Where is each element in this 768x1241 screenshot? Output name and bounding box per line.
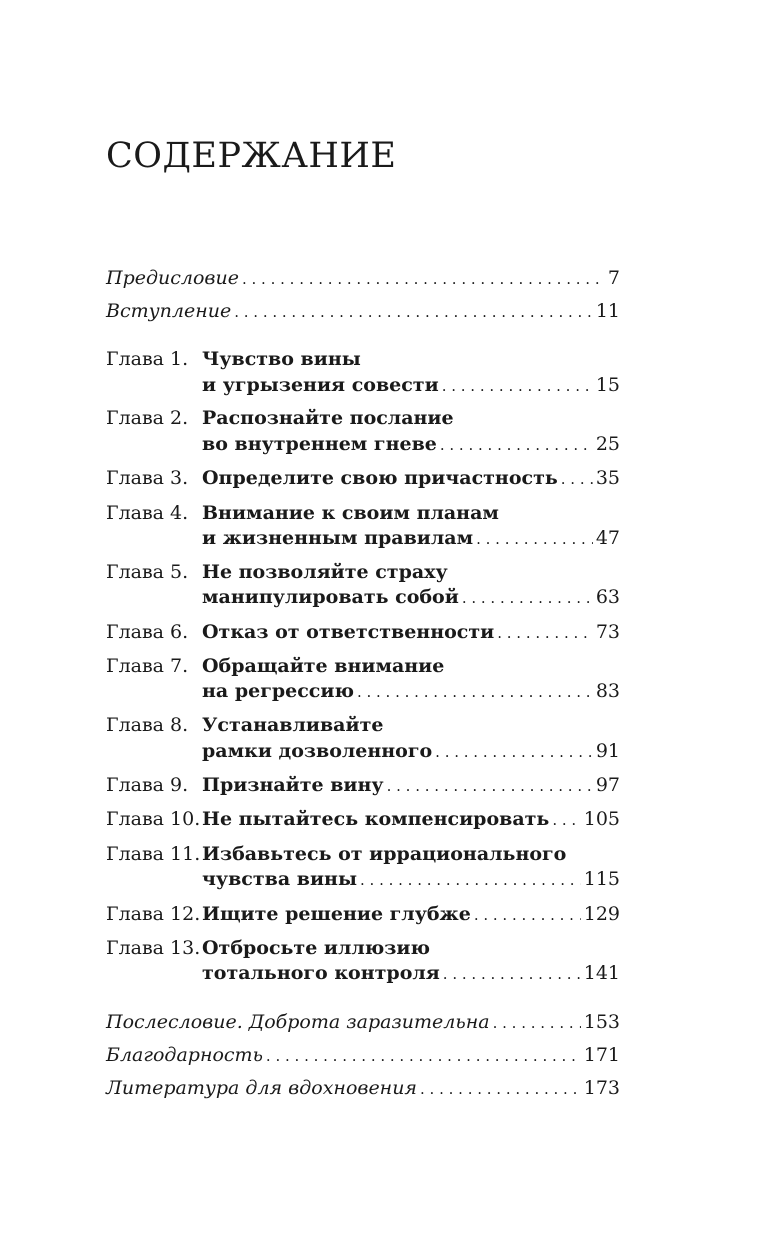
leader-dots [497, 619, 593, 646]
entry-page: 15 [595, 374, 620, 396]
chapter-label: Глава 3. [106, 467, 189, 489]
leader-dots [266, 1042, 581, 1069]
chapter-title-row [202, 738, 620, 764]
entry-page: 105 [583, 808, 620, 830]
toc-entry-afterword[interactable] [106, 1009, 620, 1035]
chapter-title: Ищите решение глубже [202, 903, 471, 925]
entry-page: 97 [595, 774, 620, 796]
chapter-label: Глава 11. [106, 843, 201, 865]
leader-dots [442, 372, 593, 399]
chapter-title-row [202, 431, 620, 457]
leader-dots [552, 806, 580, 833]
chapter-title-row [202, 866, 620, 892]
toc-entry-literature[interactable] [106, 1075, 620, 1101]
leader-dots [360, 866, 581, 893]
chapter-title-row [202, 465, 620, 491]
toc-entry-introduction[interactable] [106, 298, 620, 324]
chapter-title-line1: Распознайте послание [202, 407, 454, 429]
chapter-title-line2: и жизненным правилам [202, 527, 474, 549]
chapter-title-row [202, 901, 620, 927]
chapter-title-row [202, 960, 620, 986]
leader-dots [493, 1009, 581, 1036]
chapter-label: Глава 13. [106, 937, 201, 959]
chapter-label: Глава 10. [106, 808, 201, 830]
chapter-title: Признайте вину [202, 774, 384, 796]
chapter-title-line2: манипулировать собой [202, 586, 459, 608]
chapter-title: Отказ от ответственности [202, 621, 495, 643]
entry-page: 115 [583, 868, 620, 890]
chapter-title-line1: Избавьтесь от иррационального [202, 843, 567, 865]
entry-title: Благодарность [106, 1044, 263, 1066]
entry-page: 91 [595, 740, 620, 762]
leader-dots [234, 298, 593, 325]
entry-page: 63 [595, 586, 620, 608]
chapter-title-line2: рамки дозволенного [202, 740, 433, 762]
entry-page: 153 [583, 1011, 620, 1033]
toc-entry-preface[interactable] [106, 265, 620, 291]
chapter-label: Глава 7. [106, 655, 189, 677]
chapter-title: Не пытайтесь компенсировать [202, 808, 550, 830]
entry-title: Предисловие [106, 267, 239, 289]
leader-dots [476, 525, 593, 552]
entry-page: 11 [595, 300, 620, 322]
chapter-title-row [202, 678, 620, 704]
leader-dots [242, 265, 605, 292]
chapter-label: Глава 8. [106, 714, 189, 736]
entry-page: 141 [583, 962, 620, 984]
entry-page: 73 [595, 621, 620, 643]
chapter-title-line1: Устанавливайте [202, 714, 384, 736]
entry-title: Послесловие. Доброта заразительна [106, 1011, 490, 1033]
chapter-title-line1: Обращайте внимание [202, 655, 445, 677]
chapter-title-row [202, 772, 620, 798]
entry-page: 25 [595, 433, 620, 455]
entry-page: 7 [607, 267, 620, 289]
chapter-title-row [202, 584, 620, 610]
entry-title: Вступление [106, 300, 232, 322]
chapter-title: Определите свою причастность [202, 467, 558, 489]
chapter-label: Глава 6. [106, 621, 189, 643]
entry-page: 173 [583, 1077, 620, 1099]
leader-dots [443, 960, 581, 987]
entry-page: 171 [583, 1044, 620, 1066]
leader-dots [420, 1075, 581, 1102]
chapter-title-row [202, 619, 620, 645]
chapter-title-line1: Не позволяйте страху [202, 561, 448, 583]
entry-page: 35 [595, 467, 620, 489]
chapter-title-line1: Внимание к своим планам [202, 502, 499, 524]
chapter-title-row [202, 372, 620, 398]
chapter-title-line2: и угрызения совести [202, 374, 439, 396]
chapter-title-line2: во внутреннем гневе [202, 433, 437, 455]
chapter-title-line2: чувства вины [202, 868, 357, 890]
chapter-label: Глава 5. [106, 561, 189, 583]
page-title: СОДЕРЖАНИЕ [106, 136, 397, 176]
leader-dots [357, 678, 593, 705]
chapter-title-line2: тотального контроля [202, 962, 440, 984]
chapter-title-line1: Отбросьте иллюзию [202, 937, 430, 959]
chapter-title-line2: на регрессию [202, 680, 354, 702]
leader-dots [462, 584, 593, 611]
entry-page: 83 [595, 680, 620, 702]
chapter-title-line1: Чувство вины [202, 348, 361, 370]
chapter-title-row [202, 806, 620, 832]
entry-title: Литература для вдохновения [106, 1077, 418, 1099]
chapter-label: Глава 2. [106, 407, 189, 429]
leader-dots [387, 772, 593, 799]
leader-dots [435, 738, 593, 765]
toc-entry-acknowledgements[interactable] [106, 1042, 620, 1068]
leader-dots [561, 465, 593, 492]
leader-dots [440, 431, 593, 458]
chapter-label: Глава 9. [106, 774, 189, 796]
chapter-label: Глава 1. [106, 348, 189, 370]
chapter-label: Глава 4. [106, 502, 189, 524]
entry-page: 47 [595, 527, 620, 549]
leader-dots [474, 901, 581, 928]
chapter-label: Глава 12. [106, 903, 201, 925]
entry-page: 129 [583, 903, 620, 925]
chapter-title-row [202, 525, 620, 551]
